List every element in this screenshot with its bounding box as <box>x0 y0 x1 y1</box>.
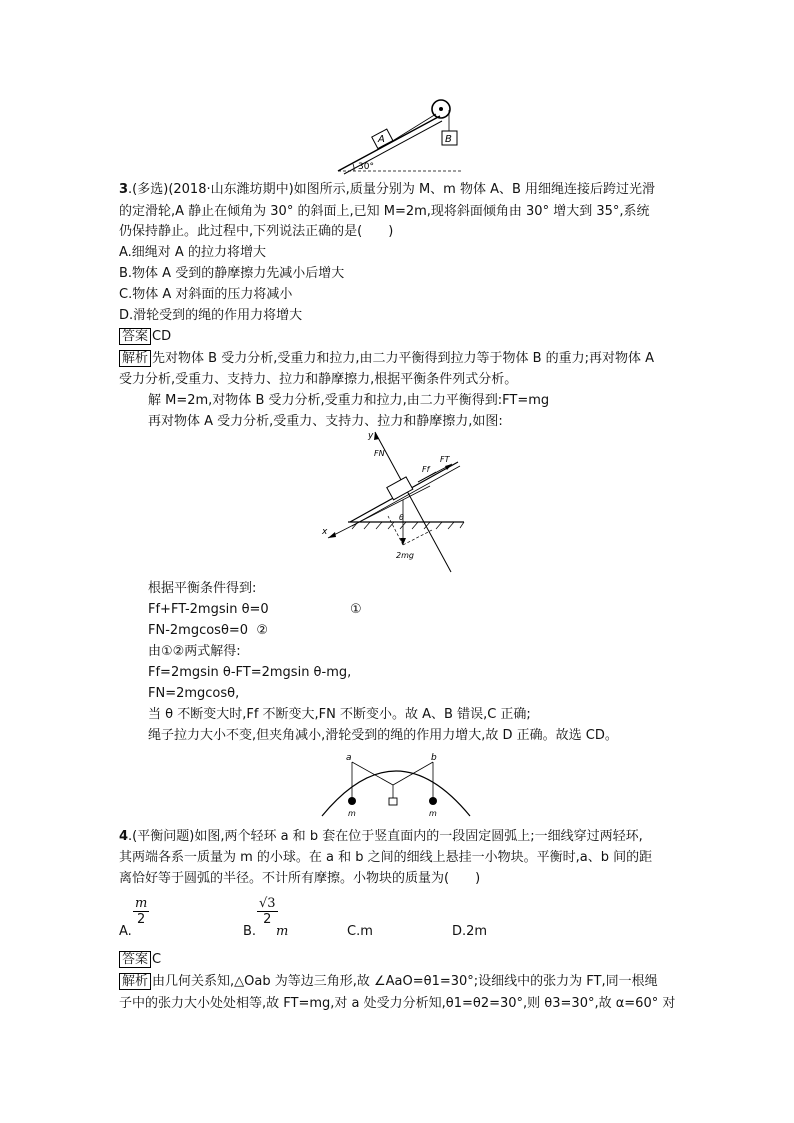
q3-solve-line1: 解 M=2m,对物体 B 受力分析,受重力和拉力,由二力平衡得到:FT=mg <box>148 393 550 408</box>
q4-option-b-tail: m <box>276 924 289 939</box>
q4-analysis-line2: 子中的张力大小处处相等,故 FT=mg,对 a 处受力分析知,θ1=θ2=30°,则 θ3=30°,故 α=60° 对 <box>119 996 676 1011</box>
eq-intro: 根据平衡条件得到: <box>148 581 257 596</box>
eq1-mark: ① <box>350 602 362 617</box>
combine-line: 由①②两式解得: <box>148 644 241 659</box>
fig2-fn-label: FN <box>374 449 385 458</box>
block-b-label: B <box>445 134 452 145</box>
q4-option-b-num: √3 <box>259 896 276 911</box>
q4-option-b-den: 2 <box>263 912 272 927</box>
q4-option-a-label: A. <box>119 924 132 939</box>
fig2-theta-label: θ <box>399 513 404 522</box>
q3-stem-line3: 仍保持静止。此过程中,下列说法正确的是( ) <box>119 224 394 239</box>
q3-option-d: D.滑轮受到的绳的作用力将增大 <box>119 308 303 323</box>
q3-solve-line2: 再对物体 A 受力分析,受重力、支持力、拉力和静摩擦力,如图: <box>148 414 503 429</box>
ring-b-label: b <box>431 753 437 763</box>
q4-option-b-fraction <box>257 896 278 927</box>
q4-answer-value: C <box>152 952 162 967</box>
q3-analysis-line2: 受力分析,受重力、支持力、拉力和静摩擦力,根据平衡条件列式分析。 <box>119 372 518 387</box>
q3-stem-line1: 3.(多选)(2018·山东潍坊期中)如图所示,质量分别为 M、m 物体 A、B 用细绳连接后跨过光滑 <box>119 182 656 197</box>
q4-stem-line2: 其两端各系一质量为 m 的小球。在 a 和 b 之间的细线上悬挂一小物块。平衡时,a、b 间的距 <box>119 850 653 865</box>
answer-value: CD <box>152 329 172 344</box>
q3-stem-line2: 的定滑轮,A 静止在倾角为 30° 的斜面上,已知 M=2m,现将斜面倾角由 30° 增大到 35°,系统 <box>119 204 650 219</box>
analysis-tag: 解析 <box>119 350 151 367</box>
q3-analysis-line1: 解析 先对物体 B 受力分析,受重力和拉力,由二力平衡得到拉力等于物体 B 的重力;再对物体 A <box>119 349 654 369</box>
ring-a-label: a <box>346 753 352 763</box>
fig2-mg-label: 2mg <box>396 551 414 560</box>
q3-number: 3 <box>119 182 129 197</box>
q4-answer-tag: 答案 <box>119 951 151 968</box>
q4-answer <box>119 950 161 970</box>
fig2-y-label: y <box>368 431 374 441</box>
q4-option-b-label: B. <box>243 924 257 939</box>
q4-option-d: D.2m <box>452 924 488 939</box>
q4-stem-line3: 离恰好等于圆弧的半径。不计所有摩擦。小物块的质量为( ) <box>119 871 481 886</box>
force-diagram-figure <box>318 428 468 576</box>
q4-option-a-den: 2 <box>137 912 146 927</box>
eq2-mark: ② <box>256 623 268 638</box>
fig2-x-label: x <box>322 527 328 537</box>
eq2: FN-2mgcosθ=0 ② <box>148 623 268 638</box>
result1: Ff=2mgsin θ-FT=2mgsin θ-mg, <box>148 665 352 680</box>
ball-right-label: m <box>429 809 437 818</box>
angle-label: 30° <box>358 162 374 172</box>
answer-tag: 答案 <box>119 328 151 345</box>
q4-option-a-num: m <box>135 896 148 911</box>
q3-option-a: A.细绳对 A 的拉力将增大 <box>119 245 266 260</box>
q3-option-c: C.物体 A 对斜面的压力将减小 <box>119 287 293 302</box>
incline-pulley-figure <box>330 95 470 177</box>
result2: FN=2mgcosθ, <box>148 686 240 701</box>
fig2-ff-label: Ff <box>422 465 430 474</box>
fig2-ft-label: FT <box>440 455 450 464</box>
q4-option-c: C.m <box>347 924 373 939</box>
block-a-label: A <box>378 134 385 145</box>
q3-answer <box>119 327 171 347</box>
q4-analysis-line1: 解析 由几何关系知,△Oab 为等边三角形,故 ∠AaO=θ1=30°;设细线中的张力为 FT,同一根绳 <box>119 972 658 992</box>
arc-rings-figure <box>318 748 474 818</box>
q3-option-b: B.物体 A 受到的静摩擦力先减小后增大 <box>119 266 345 281</box>
q4-stem-line1: 4.(平衡问题)如图,两个轻环 a 和 b 套在位于竖直面内的一段固定圆弧上;一细线穿过两轻环, <box>119 829 643 844</box>
conclusion1: 当 θ 不断变大时,Ff 不断变大,FN 不断变小。故 A、B 错误,C 正确; <box>148 707 531 722</box>
q4-analysis-tag: 解析 <box>119 973 151 990</box>
ball-left-label: m <box>348 809 356 818</box>
q4-option-a-fraction <box>133 896 149 927</box>
q4-number: 4 <box>119 829 129 844</box>
eq1: Ff+FT-2mgsin θ=0 <box>148 602 269 617</box>
conclusion2: 绳子拉力大小不变,但夹角减小,滑轮受到的绳的作用力增大,故 D 正确。故选 CD。 <box>148 728 618 743</box>
